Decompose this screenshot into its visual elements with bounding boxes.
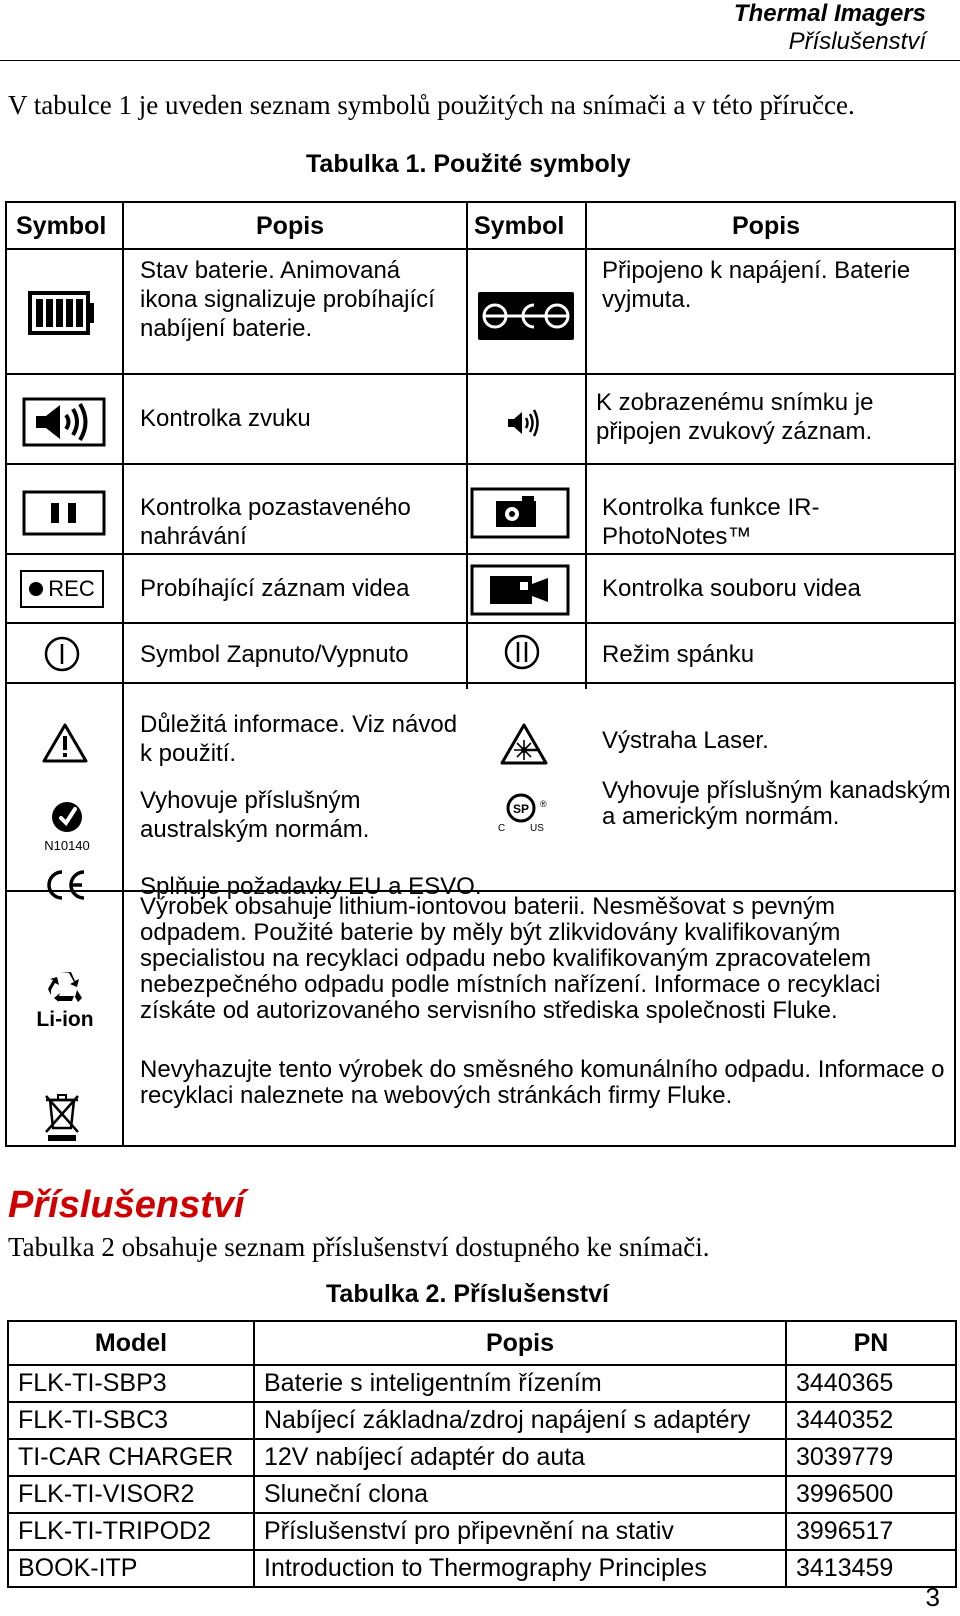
symbol-desc-power-connected: Připojeno k napájení. Baterie vyjmuta. [602, 257, 911, 313]
cell-model: FLK-TI-SBC3 [8, 1402, 254, 1439]
power-icon [42, 634, 82, 674]
symbol-desc-australia: Vyhovuje příslušným australským normám. [140, 787, 370, 843]
col-divider [585, 201, 587, 689]
cell-pn: 3039779 [786, 1439, 956, 1476]
cell-description: Nabíjecí základna/zdroj napájení s adaptéry [254, 1402, 786, 1439]
col-header-symbol: Symbol [16, 212, 107, 240]
csa-registered-mark: ® [540, 799, 547, 809]
c-tick-number: N10140 [44, 838, 90, 853]
table2-caption: Tabulka 2. Příslušenství [326, 1280, 609, 1308]
col-header-symbol-2: Symbol [474, 212, 565, 240]
laser-warning-icon [500, 722, 548, 766]
table-row [8, 1402, 956, 1439]
symbol-desc-audio-attached: K zobrazenému snímku je připojen zvukový záznam. [596, 389, 874, 445]
header-rule [0, 60, 960, 61]
cell-pn: 3440352 [786, 1402, 956, 1439]
cell-description: 12V nabíjecí adaptér do auta [254, 1439, 786, 1476]
symbol-desc-weee: Nevyhazujte tento výrobek do směsného komunálního odpadu. Informace o recyklaci naleznete na webových stránkách firmy Fluke. [140, 1056, 945, 1109]
cell-pn: 3996517 [786, 1513, 956, 1550]
row-divider [5, 553, 956, 555]
table1-caption: Tabulka 1. Použité symboly [306, 150, 631, 178]
cell-pn: 3413459 [786, 1550, 956, 1587]
pause-icon [22, 490, 106, 536]
rec-dot-icon [29, 582, 43, 596]
symbol-desc-onoff: Symbol Zapnuto/Vypnuto [140, 641, 409, 668]
symbol-desc-pause: Kontrolka pozastaveného nahrávání [140, 494, 411, 550]
symbol-desc-sound: Kontrolka zvuku [140, 405, 311, 432]
speaker-small-icon [507, 407, 541, 439]
recycle-icon [47, 970, 83, 1004]
section-intro: Tabulka 2 obsahuje seznam příslušenství dostupného ke snímači. [8, 1232, 710, 1262]
table-row [8, 1365, 956, 1402]
col-header-popis-2: Popis [732, 212, 801, 240]
cell-description: Baterie s inteligentním řízením [254, 1365, 786, 1402]
col-header-popis: Popis [256, 212, 325, 240]
symbol-desc-recording: Probíhající záznam videa [140, 575, 410, 602]
rec-icon-label: REC [48, 576, 95, 601]
table-row [8, 1513, 956, 1550]
warning-icon [42, 722, 88, 764]
ce-icon [44, 868, 88, 902]
symbol-desc-video-file: Kontrolka souboru videa [602, 575, 861, 602]
col-divider [122, 201, 124, 1147]
csa-c-label: C [498, 823, 506, 834]
col-header-description: Popis [254, 1321, 786, 1365]
intro-paragraph: V tabulce 1 je uveden seznam symbolů použitých na snímači a v této příručce. [8, 90, 855, 120]
weee-icon [42, 1092, 82, 1142]
col-header-pn: PN [786, 1321, 956, 1365]
table1-header-rule [5, 248, 956, 250]
c-tick-icon [50, 800, 84, 834]
speaker-icon [22, 397, 106, 447]
table-header-row [8, 1321, 956, 1365]
li-ion-mark [30, 970, 100, 1031]
cell-description: Sluneční clona [254, 1476, 786, 1513]
row-divider [5, 463, 956, 465]
symbol-desc-important: Důležitá informace. Viz návod k použití. [140, 711, 458, 767]
section-title: Příslušenství [8, 1184, 245, 1226]
symbol-desc-ce: Splňuje požadavky EU a ESVO. [140, 873, 482, 900]
rec-icon [20, 570, 104, 608]
running-header [734, 0, 926, 56]
symbol-desc-canada-us: Vyhovuje příslušným kanadským a americkým normám. [602, 777, 951, 830]
col-divider [466, 201, 468, 689]
cell-description: Příslušenství pro připevnění na stativ [254, 1513, 786, 1550]
cell-pn: 3440365 [786, 1365, 956, 1402]
cell-model: TI-CAR CHARGER [8, 1439, 254, 1476]
cell-model: BOOK-ITP [8, 1550, 254, 1587]
symbol-desc-battery: Stav baterie. Animovaná ikona signalizuje probíhající nabíjení baterie. [140, 257, 435, 342]
col-header-model: Model [8, 1321, 254, 1365]
table-row [8, 1439, 956, 1476]
csa-mark [498, 793, 558, 837]
csa-icon [506, 793, 536, 823]
accessories-table [7, 1320, 957, 1588]
cell-pn: 3996500 [786, 1476, 956, 1513]
page-number: 3 [925, 1582, 940, 1612]
video-file-icon [470, 564, 570, 616]
symbol-desc-li-ion: Výrobek obsahuje lithium-iontovou baterii. Nesměšovat s pevným odpadem. Použité baterie by měly být zlikvidovány kvalifikovaným specialistou na recyklaci odpadu nebo kvalifikovaným zpracovatelem nebezpečného odpadu podle místních nařízení. Informace o recyklaci získáte od autorizovaného servisního střediska společnosti Fluke. [140, 893, 881, 1024]
csa-us-label: US [530, 823, 544, 834]
camera-icon [470, 487, 570, 539]
symbol-desc-sleep: Režim spánku [602, 641, 755, 668]
sleep-icon [502, 632, 542, 672]
cell-model: FLK-TI-SBP3 [8, 1365, 254, 1402]
li-ion-label: Li-ion [36, 1008, 94, 1031]
table-row [8, 1550, 956, 1587]
row-divider [5, 682, 956, 684]
svg-text:SP: SP [512, 802, 530, 816]
cell-description: Introduction to Thermography Principles [254, 1550, 786, 1587]
row-divider [5, 622, 956, 624]
symbol-desc-laser: Výstraha Laser. [602, 727, 769, 754]
header-title: Thermal Imagers [733, 0, 926, 27]
cell-model: FLK-TI-VISOR2 [8, 1476, 254, 1513]
row-divider [5, 373, 956, 375]
cell-model: FLK-TI-TRIPOD2 [8, 1513, 254, 1550]
table-row [8, 1476, 956, 1513]
c-tick-mark [32, 800, 102, 853]
header-subtitle: Příslušenství [788, 28, 926, 55]
symbol-desc-photonotes: Kontrolka funkce IR-PhotoNotes™ [602, 494, 820, 550]
power-plug-icon [478, 292, 574, 340]
battery-icon [28, 290, 96, 338]
